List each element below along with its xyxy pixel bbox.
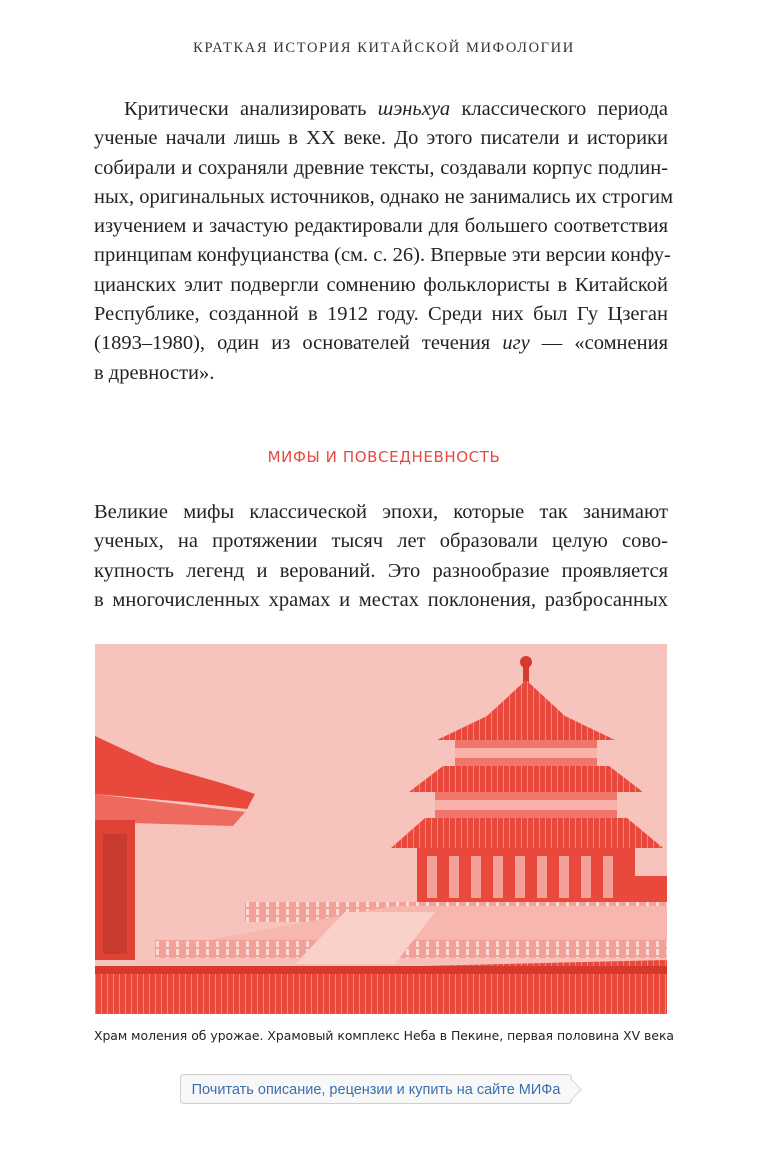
text-line: (1893–1980), один из основателей течения игу — «сомнения [94, 332, 668, 355]
text-line: собирали и сохраняли древние тексты, создавали корпус подлин- [94, 156, 668, 179]
text-line: ных, оригинальных источников, однако не занимались их строгим [94, 185, 674, 208]
text-line: принципам конфуцианства (см. с. 26). Впервые эти версии конфу- [94, 244, 671, 267]
text-line: Республике, созданной в 1912 году. Среди них был Гу Цзеган [94, 303, 668, 326]
text-line: изучением и зачастую редактировали для большего соответствия [94, 215, 668, 238]
text-line: Критически анализировать шэньхуа классического периода [124, 98, 668, 120]
text-line: купность легенд и верований. Это разнообразие проявляется [94, 559, 668, 582]
text-line: ученые начали лишь в XX веке. До этого писатели и историки [94, 127, 668, 150]
text-line: в многочисленных храмах и местах поклонения, разбросанных [94, 588, 668, 611]
figure-caption: Храм моления об урожае. Храмовый комплекс Неба в Пекине, первая половина XV века [93, 1028, 675, 1043]
text-line: цианских элит подвергли сомнению фольклористы в Китайской [94, 273, 668, 296]
paragraph-intro [94, 95, 674, 388]
text-line: в древности». [94, 361, 215, 384]
text-line: ученых, на протяжении тысяч лет образовали целую сово- [94, 530, 668, 553]
section-heading: МИФЫ И ПОВСЕДНЕВНОСТЬ [267, 448, 501, 466]
buy-on-mif-button[interactable]: Почитать описание, рецензии и купить на сайте МИФа [180, 1074, 572, 1104]
temple-illustration [95, 644, 667, 1014]
italic-term: шэньхуа [377, 98, 451, 120]
temple-photo [95, 644, 667, 1014]
italic-term: игу [502, 332, 530, 355]
text-line: Великие мифы классической эпохи, которые так занимают [94, 501, 668, 523]
running-head: КРАТКАЯ ИСТОРИЯ КИТАЙСКОЙ МИФОЛОГИИ [193, 40, 575, 56]
paragraph-myths [94, 498, 668, 615]
